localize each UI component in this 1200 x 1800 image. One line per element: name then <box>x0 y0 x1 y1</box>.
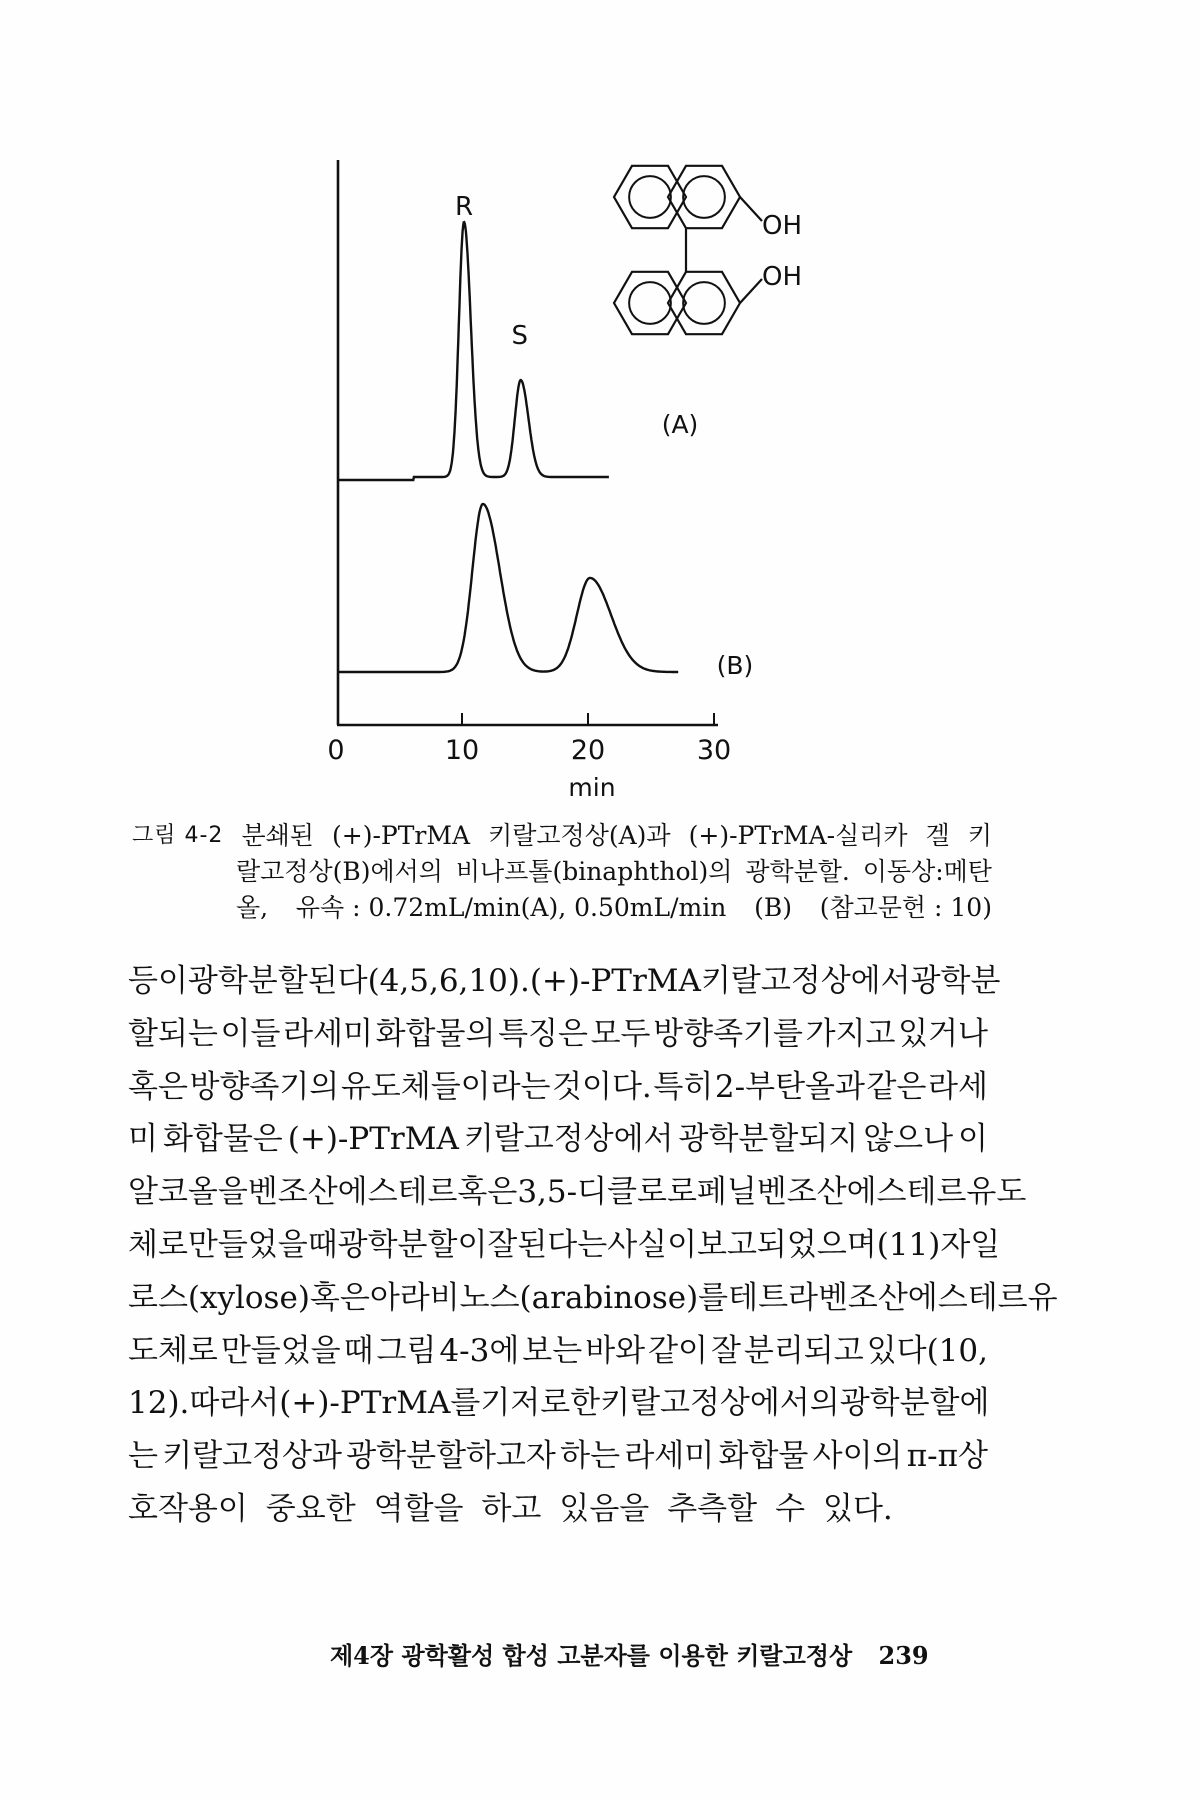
body-word: 키랄고정상에서의 <box>600 1385 840 1422</box>
body-word: 그림 <box>376 1332 437 1369</box>
body-word: 특징은 <box>498 1015 588 1052</box>
body-line <box>128 1061 988 1114</box>
chart-traces <box>338 222 678 672</box>
caption-word: (+)-PTrMA-실리카 <box>688 821 908 850</box>
body-word: 하는 <box>560 1438 621 1475</box>
body-word: 유도 <box>966 1174 1027 1211</box>
body-word: (+)-PTrMA <box>287 1121 459 1158</box>
body-word: 알코올을 <box>128 1174 248 1211</box>
body-word: 광학분할된다(4,5,6,10). <box>187 963 530 999</box>
caption-word: 겔 <box>925 821 950 850</box>
body-word: 키랄고정상과 <box>162 1438 342 1475</box>
page-number: 239 <box>878 1641 929 1670</box>
chart-axes <box>337 160 718 725</box>
body-line <box>128 955 1001 1008</box>
x-tick-label: 0 <box>327 735 345 766</box>
peak-label: S <box>511 321 528 351</box>
body-word: 수 <box>775 1490 806 1527</box>
body-word: 벤조산에스테르 <box>247 1174 458 1211</box>
body-word: 있음을 <box>559 1490 650 1527</box>
oh-bond-top <box>740 197 762 221</box>
body-line <box>128 1008 988 1061</box>
body-word: 라세미 <box>624 1438 715 1475</box>
body-word: 때 <box>307 1226 338 1263</box>
body-word: 한 <box>570 1385 601 1422</box>
body-word: 화합물은 <box>162 1121 283 1158</box>
body-word: 만들었을 <box>220 1332 341 1369</box>
footer-chapter: 제4장 <box>330 1641 394 1670</box>
body-word: 광학분할에 <box>839 1385 990 1422</box>
chromatogram-svg <box>0 0 1200 800</box>
body-word: 는 <box>128 1438 158 1475</box>
body-line <box>128 1113 988 1166</box>
figure-caption <box>132 818 992 926</box>
body-line <box>128 1219 1001 1272</box>
chromatogram-figure <box>0 0 1200 800</box>
body-word: 모두 <box>590 1015 651 1052</box>
caption-word: (B) <box>754 893 792 922</box>
body-word: 것이다. <box>552 1068 652 1105</box>
x-tick-label: 30 <box>696 735 732 766</box>
caption-line-1 <box>132 818 992 854</box>
body-word: 사실이 <box>607 1226 698 1263</box>
body-word: 유도체들이라는 <box>340 1068 551 1105</box>
body-word: 이 <box>958 1121 988 1158</box>
hydroxyl-label: OH <box>762 211 803 241</box>
body-word: 라세미 <box>283 1015 373 1052</box>
body-line <box>128 1430 988 1483</box>
body-word: 중요한 <box>265 1490 356 1527</box>
body-word: 방향족기를 <box>653 1015 803 1052</box>
body-word: 혹은 <box>457 1174 518 1211</box>
x-tick-label: 10 <box>444 735 480 766</box>
x-tick-label: 20 <box>570 735 606 766</box>
body-word: 기저로 <box>480 1385 571 1422</box>
body-word: 아라비노스(arabinose)를 <box>369 1279 729 1316</box>
body-word: 하고 <box>481 1490 542 1527</box>
body-word: 키랄고정상에서 <box>700 963 911 999</box>
caption-word: 키랄고정상(A)과 <box>488 821 671 850</box>
top-ring-right-aromatic-circle <box>683 176 725 218</box>
body-word: 사이의 <box>812 1438 903 1475</box>
body-line <box>128 1325 988 1378</box>
caption-word: 이동상:메탄 <box>862 857 992 886</box>
body-word: 추측할 <box>667 1490 758 1527</box>
body-word: 혹은 <box>309 1279 370 1316</box>
peak-label: R <box>454 192 474 222</box>
body-word: π-π상 <box>906 1438 988 1475</box>
body-word: 이들 <box>220 1015 281 1052</box>
body-word: 만들었을 <box>187 1226 308 1263</box>
body-word: 보는 <box>522 1332 583 1369</box>
body-word: 3,5-디클로로페닐벤조산에스테르 <box>517 1174 967 1211</box>
body-word: 잘 <box>710 1332 741 1369</box>
caption-word: 비나프톨(binaphthol)의 <box>455 857 733 886</box>
body-word: 잘된다는 <box>487 1226 608 1263</box>
body-word: 로스(xylose) <box>128 1279 310 1316</box>
body-word: 바와 <box>585 1332 646 1369</box>
body-word: 때 <box>343 1332 374 1369</box>
caption-word: 올, <box>236 893 269 922</box>
body-word: 광학분할되지 <box>678 1121 859 1158</box>
body-word: 광학분 <box>910 963 1001 999</box>
top-ring-left-aromatic-circle <box>629 176 671 218</box>
body-word: 할되는 <box>128 1015 218 1052</box>
body-line <box>128 1272 1058 1325</box>
body-line <box>128 1166 1027 1219</box>
body-word: 있다. <box>823 1490 893 1527</box>
panel-label: (B) <box>716 651 754 680</box>
body-word: 광학분할하고자 <box>346 1438 556 1475</box>
body-word: 특히 <box>653 1068 714 1105</box>
oh-bond-bottom <box>740 279 762 303</box>
caption-word: (+)-PTrMA <box>332 821 471 850</box>
panel-label: (A) <box>661 410 699 439</box>
body-word: 가지고 <box>805 1015 896 1052</box>
body-word: 화합물 <box>718 1438 809 1475</box>
body-word: 유 <box>1027 1279 1058 1316</box>
body-word: 역할을 <box>373 1490 464 1527</box>
body-word: 2-부탄올과 <box>714 1068 865 1105</box>
x-axis-label: min <box>568 773 616 800</box>
caption-word: 분쇄된 <box>241 821 314 850</box>
hydroxyl-label: OH <box>762 262 803 292</box>
caption-word: 키 <box>967 821 992 850</box>
body-word: 보고되었으며(11) <box>697 1226 941 1263</box>
body-word: (+)-PTrMA를 <box>279 1385 481 1422</box>
body-line <box>128 1377 988 1430</box>
body-word: 않으나 <box>863 1121 954 1158</box>
caption-word: 광학분할. <box>745 857 850 886</box>
body-word: 12). <box>128 1385 190 1422</box>
caption-word: 유속 : 0.72mL/min(A), 0.50mL/min <box>295 893 727 922</box>
page-footer <box>330 1636 929 1671</box>
chromatogram-trace <box>338 222 609 480</box>
body-word: 화합물의 <box>375 1015 496 1052</box>
body-line <box>128 1483 988 1536</box>
body-word: 방향족기의 <box>189 1068 340 1105</box>
caption-word: (참고문헌 : 10) <box>819 893 992 922</box>
body-word: 테트라벤조산에스테르 <box>728 1279 1028 1316</box>
bottom-ring-right-aromatic-circle <box>683 282 725 324</box>
body-word: 혹은 <box>128 1068 188 1105</box>
body-word: 같은 <box>866 1068 927 1105</box>
body-word: 분리되고 <box>743 1332 864 1369</box>
body-word: 도체로 <box>128 1332 218 1369</box>
chart-labels <box>327 192 753 800</box>
body-word: 키랄고정상에서 <box>463 1121 674 1158</box>
body-word: 호작용이 <box>128 1490 248 1527</box>
body-word: 있다(10, <box>866 1332 988 1369</box>
body-paragraph <box>128 955 1058 1536</box>
body-word: 4-3에 <box>439 1332 520 1369</box>
caption-line-3 <box>132 890 992 926</box>
body-word: 미 <box>128 1121 158 1158</box>
footer-title: 광학활성 합성 고분자를 이용한 키랄고정상 <box>401 1641 853 1670</box>
body-word: 광학분할이 <box>337 1226 488 1263</box>
bottom-ring-left-aromatic-circle <box>629 282 671 324</box>
chromatogram-trace <box>338 504 678 672</box>
body-word: 자일 <box>940 1226 1001 1263</box>
caption-line-2 <box>132 854 992 890</box>
caption-word: 랄고정상(B)에서의 <box>236 857 443 886</box>
caption-figure-label: 그림 4-2 <box>132 823 224 848</box>
body-word: 있거나 <box>898 1015 988 1052</box>
body-word: 라세 <box>928 1068 988 1105</box>
body-word: (+)-PTrMA <box>529 963 701 999</box>
body-word: 따라서 <box>189 1385 280 1422</box>
body-word: 같이 <box>648 1332 708 1369</box>
binaphthol-structure <box>614 166 802 334</box>
body-word: 체로 <box>128 1226 188 1263</box>
body-word: 등이 <box>128 963 188 999</box>
